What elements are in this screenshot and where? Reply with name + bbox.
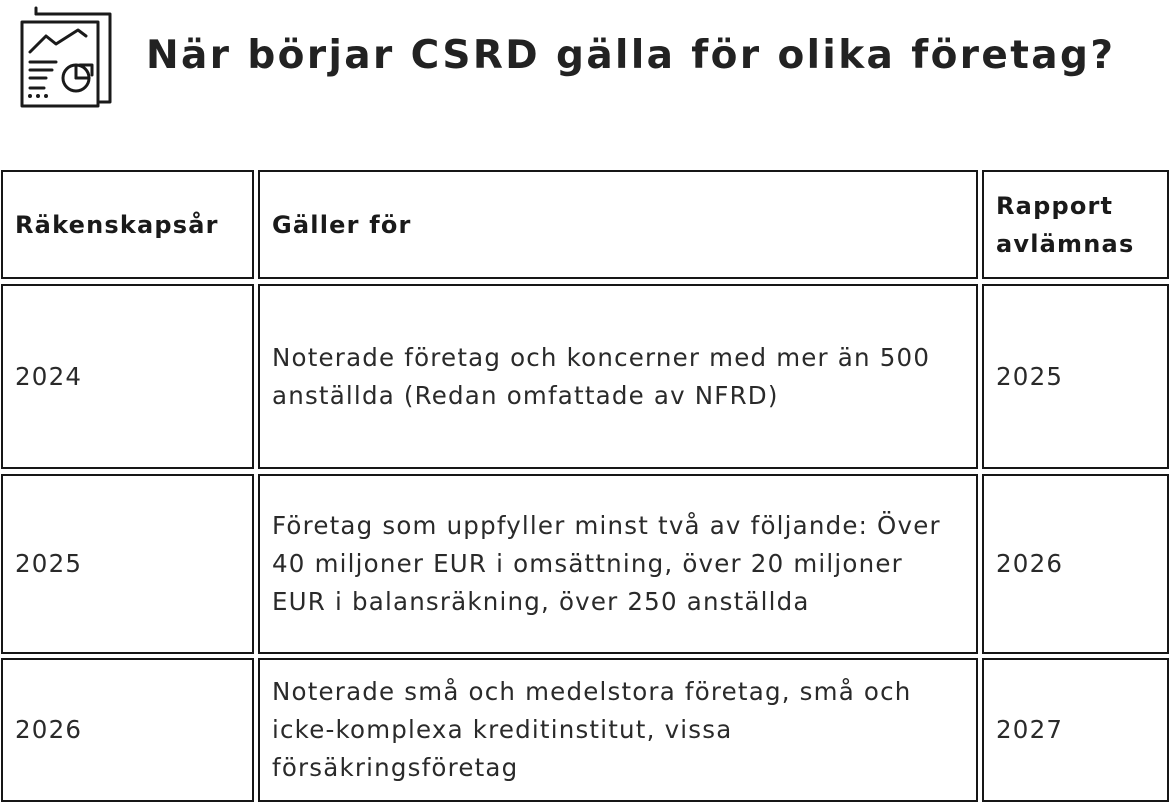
csrd-timeline-table [0, 169, 1171, 803]
table-row-3-year: 2026 [1, 658, 254, 802]
table-row-2-year: 2025 [1, 474, 254, 654]
column-header-applies-to: Gäller för [258, 170, 978, 279]
page-title: När börjar CSRD gälla för olika företag? [146, 33, 1116, 78]
column-header-report-submitted: Rapport avlämnas [982, 170, 1169, 279]
table-row-3-report-year: 2027 [982, 658, 1169, 802]
table-row-1-report-year: 2025 [982, 284, 1169, 469]
table-row-3-applies-to: Noterade små och medelstora företag, små och icke-komplexa kreditinstitut, vissa försäkringsföretag [258, 658, 978, 802]
table-row-1-applies-to: Noterade företag och koncerner med mer än 500 anställda (Redan omfattade av NFRD) [258, 284, 978, 469]
column-header-fiscal-year: Räkenskapsår [1, 170, 254, 279]
table-row-2-applies-to: Företag som uppfyller minst två av följande: Över 40 miljoner EUR i omsättning, över 20 miljoner EUR i balansräkning, över 250 anställda [258, 474, 978, 654]
table-row-1-year: 2024 [1, 284, 254, 469]
table-row-2-report-year: 2026 [982, 474, 1169, 654]
page-header [0, 0, 1171, 120]
report-document-icon [16, 4, 114, 108]
